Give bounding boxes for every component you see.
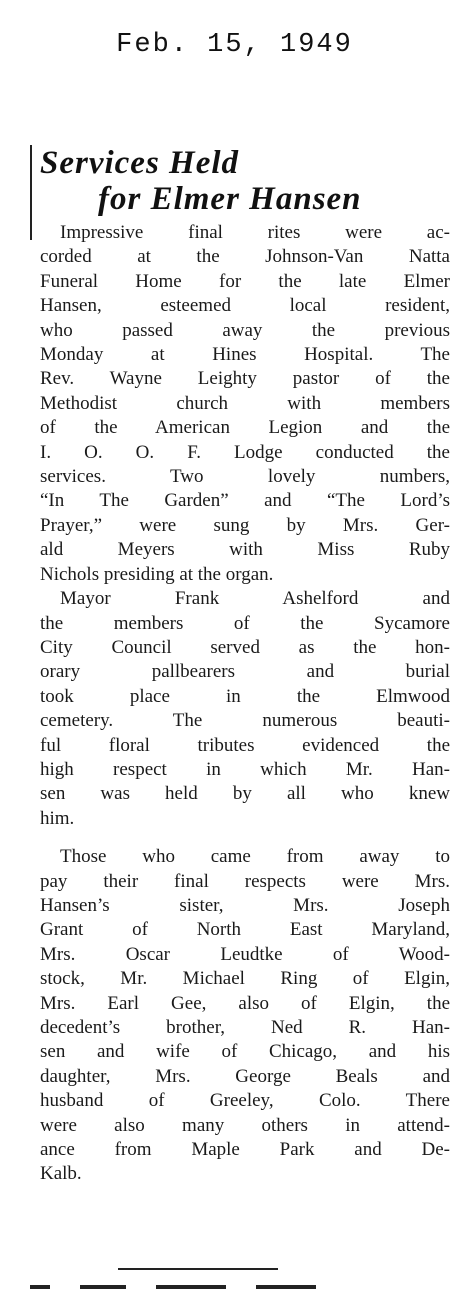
- newspaper-clipping: [30, 145, 450, 1289]
- text-line: Hansen, esteemed local resident,: [40, 295, 450, 317]
- text-line: “In The Garden” and “The Lord’s: [40, 490, 450, 512]
- text-line: of the American Legion and the: [40, 417, 450, 439]
- text-line: Impressive final rites were ac-: [60, 222, 450, 243]
- text-line: Methodist church with members: [40, 392, 450, 414]
- text-line: Rev. Wayne Leighty pastor of the: [40, 368, 450, 390]
- text-line: who passed away the previous: [40, 319, 450, 341]
- paragraph: [40, 221, 450, 587]
- text-line: Hansen’s sister, Mrs. Joseph: [40, 894, 450, 916]
- next-article-cut-off: [30, 1276, 430, 1290]
- text-line: ald Meyers with Miss Ruby: [40, 539, 450, 561]
- headline-rule: [30, 145, 32, 240]
- paragraph: [40, 845, 450, 1187]
- text-line: Mrs. Oscar Leudtke of Wood-: [40, 943, 450, 965]
- text-line: orary pallbearers and burial: [40, 661, 450, 683]
- text-line: Prayer,” were sung by Mrs. Ger-: [40, 514, 450, 536]
- text-line: Kalb.: [40, 1163, 82, 1185]
- text-line: Nichols presiding at the organ.: [40, 563, 274, 585]
- text-line: cemetery. The numerous beauti-: [40, 710, 450, 732]
- text-line: high respect in which Mr. Han-: [40, 758, 450, 780]
- text-line: pay their final respects were Mrs.: [40, 870, 450, 892]
- text-line: Those who came from away to: [60, 846, 450, 868]
- headline-line-2: for Elmer Hansen: [98, 181, 362, 217]
- text-line: husband of Greeley, Colo. There: [40, 1090, 450, 1112]
- text-line: Mrs. Earl Gee, also of Elgin, the: [40, 992, 450, 1014]
- text-line: stock, Mr. Michael Ring of Elgin,: [40, 968, 450, 990]
- text-line: services. Two lovely numbers,: [40, 466, 450, 488]
- text-line: decedent’s brother, Ned R. Han-: [40, 1017, 450, 1038]
- text-line: were also many others in attend-: [40, 1114, 450, 1136]
- text-line: Monday at Hines Hospital. The: [40, 344, 450, 366]
- text-line: took place in the Elmwood: [40, 685, 450, 707]
- text-line: the members of the Sycamore: [40, 612, 450, 634]
- text-line: corded at the Johnson-Van Natta: [40, 246, 450, 268]
- text-line: sen was held by all who knew: [40, 783, 450, 805]
- headline-line-1: Services Held: [40, 145, 240, 181]
- paragraph-gap: [40, 831, 450, 845]
- bottom-rule: [118, 1268, 278, 1270]
- text-line: ance from Maple Park and De-: [40, 1139, 450, 1161]
- text-line: City Council served as the hon-: [40, 636, 450, 658]
- text-line: Mayor Frank Ashelford and: [60, 588, 450, 610]
- text-line: Grant of North East Maryland,: [40, 919, 450, 941]
- text-line: him.: [40, 807, 75, 829]
- text-line: Funeral Home for the late Elmer: [40, 270, 450, 292]
- article-body: [30, 221, 450, 1187]
- headline: [30, 145, 450, 217]
- paragraph: [40, 587, 450, 831]
- text-line: I. O. O. F. Lodge conducted the: [40, 441, 450, 463]
- text-line: ful floral tributes evidenced the: [40, 734, 450, 756]
- text-line: daughter, Mrs. George Beals and: [40, 1065, 450, 1087]
- dateline: Feb. 15, 1949: [116, 30, 353, 60]
- text-line: sen and wife of Chicago, and his: [40, 1041, 450, 1063]
